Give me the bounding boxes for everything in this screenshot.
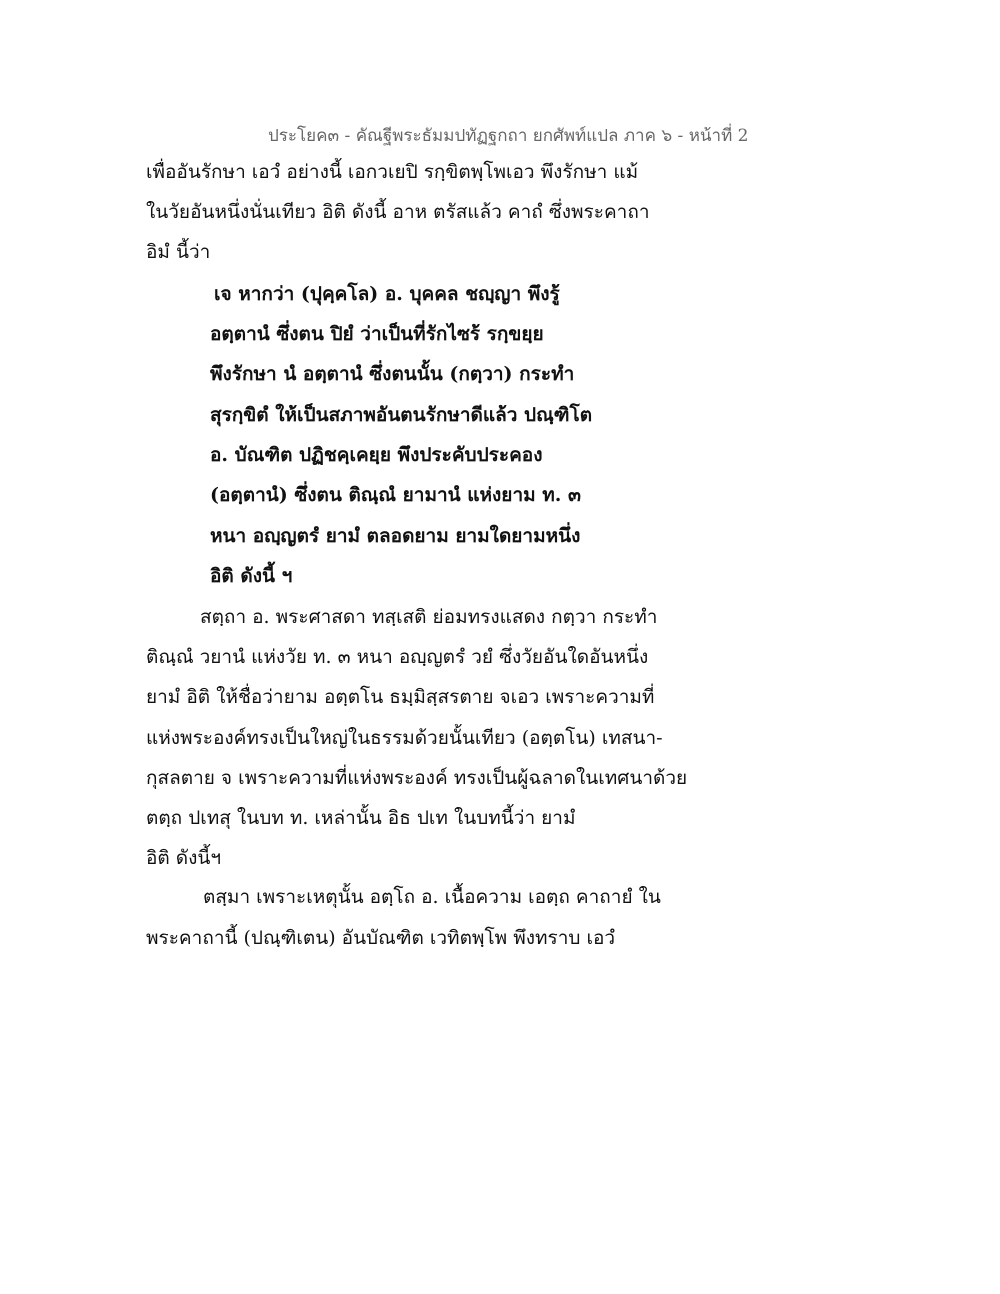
text-line: สตฺถา อ. พระศาสดา ทสฺเสติ ย่อมทรงแสดง กตฺวา กระทำ	[200, 606, 658, 628]
text-line: ตสฺมา เพราะเหตุนั้น อตฺโถ อ. เนื้อความ เอตฺถ คาถายํ ใน	[203, 886, 661, 908]
verse-line: เจ หากว่า (ปุคฺคโล) อ. บุคคล ชญฺญา พึงรู้	[214, 283, 560, 305]
text-line: กุสลตาย จ เพราะความที่แห่งพระองค์ ทรงเป็นผู้ฉลาดในเทศนาด้วย	[146, 767, 688, 789]
text-line: เพื่ออันรักษา เอวํ อย่างนี้ เอกวเยปิ รกฺขิตพฺโพเอว พึงรักษา แม้	[146, 161, 639, 183]
text-line: ในวัยอันหนึ่งนั่นเทียว อิติ ดังนี้ อาห ตรัสแล้ว คาถํ ซึ่งพระคาถา	[146, 201, 650, 223]
verse-line: สุรกฺขิตํ ให้เป็นสภาพอันตนรักษาดีแล้ว ปณฺฑิโต	[210, 404, 593, 426]
verse-line: อิติ ดังนี้ ฯ	[210, 565, 293, 587]
text-line: ยามํ อิติ ให้ชื่อว่ายาม อตฺตโน ธมฺมิสฺสรตาย จเอว เพราะความที่	[146, 686, 655, 708]
verse-line: หนา อญฺญตรํ ยามํ ตลอดยาม ยามใดยามหนึ่ง	[210, 525, 581, 547]
verse-line: อ. บัณฑิต ปฏิชคฺเคยฺย พึงประคับประคอง	[210, 444, 543, 466]
text-line: พระคาถานี้ (ปณฺฑิเตน) อันบัณฑิต เวทิตพฺโพ พึงทราบ เอวํ	[146, 927, 616, 949]
verse-line: (อตฺตานํ) ซึ่งตน ติณฺณํ ยามานํ แห่งยาม ท. ๓	[210, 484, 581, 506]
text-line: อิมํ นี้ว่า	[146, 241, 211, 263]
text-line: ติณฺณํ วยานํ แห่งวัย ท. ๓ หนา อญฺญตรํ วยํ ซึ่งวัยอันใดอันหนึ่ง	[146, 646, 649, 668]
text-line: อิติ ดังนี้ฯ	[146, 847, 222, 869]
text-line: ตตฺถ ปเทสุ ในบท ท. เหล่านั้น อิธ ปเท ในบทนี้ว่า ยามํ	[146, 807, 576, 829]
page-header: ประโยค๓ - คัณฐีพระธัมมปทัฏฐกถา ยกศัพท์แปล ภาค ๖ - หน้าที่ 2	[268, 126, 749, 146]
text-line: แห่งพระองค์ทรงเป็นใหญ่ในธรรมด้วยนั้นเทียว (อตฺตโน) เทสนา-	[146, 727, 663, 749]
verse-line: พึงรักษา นํ อตฺตานํ ซึ่งตนนั้น (กตฺวา) กระทำ	[210, 363, 575, 385]
verse-line: อตฺตานํ ซึ่งตน ปิยํ ว่าเป็นที่รักไซร้ รกฺขยฺย	[210, 323, 544, 345]
